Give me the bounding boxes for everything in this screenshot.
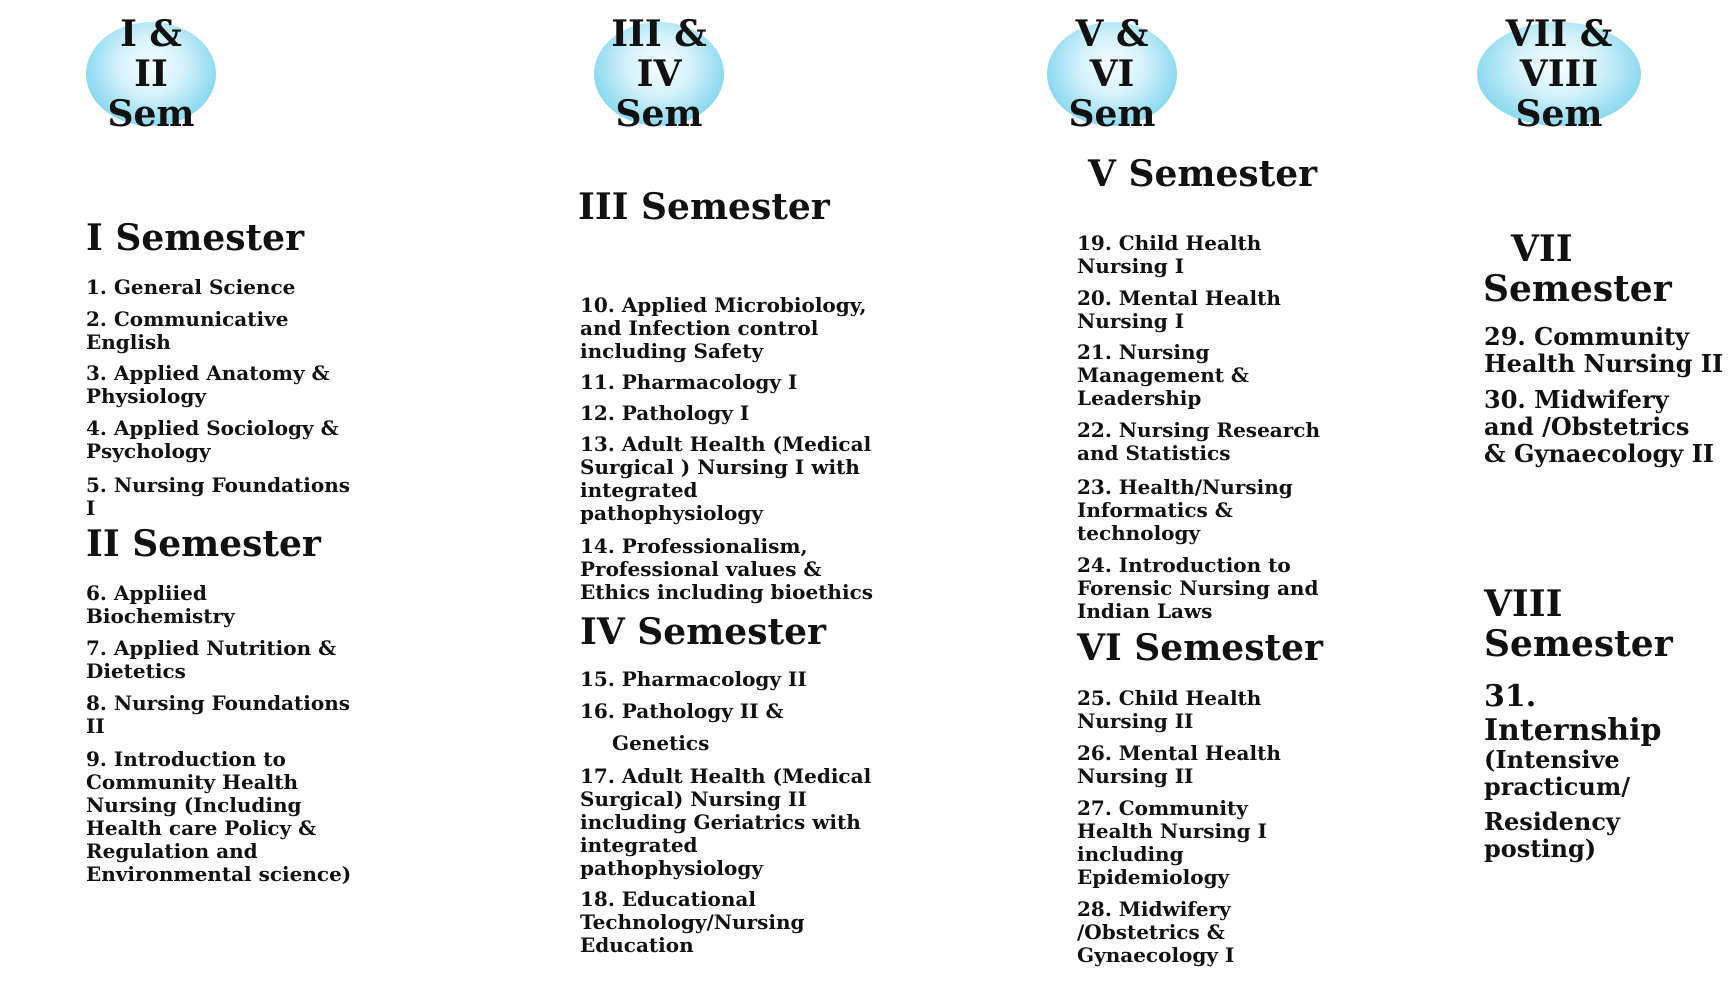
course-item [86,748,351,886]
course-line: Leadership [1077,386,1202,410]
course-item [1484,808,1620,862]
course-item [86,276,295,299]
course-line: 22. Nursing Research [1077,418,1321,442]
course-line: Nursing (Including [86,793,302,817]
course-item [580,888,805,957]
course-line: 1. General Science [86,275,296,299]
course-line: 24. Introduction to [1077,553,1291,577]
course-line: Environmental science) [86,862,352,886]
course-item [86,474,350,520]
course-item [86,582,235,628]
semester-3-heading: III Semester [578,186,830,228]
course-line: 11. Pharmacology I [580,370,798,394]
course-line: 26. Mental Health [1077,741,1281,765]
course-line: Nursing II [1077,764,1194,788]
course-line: 28. Midwifery [1077,897,1231,921]
course-line: and /Obstetrics [1484,412,1690,441]
badge-line: Sem [107,93,195,135]
course-line: including Safety [580,339,764,363]
course-line: (Intensive [1484,745,1620,774]
badge-line: III & [611,13,707,55]
badge-line: VIII [1519,53,1599,95]
badge-line: Sem [615,93,703,135]
course-item [1077,554,1318,623]
badge-line: Sem [1515,93,1603,135]
course-line: pathophysiology [580,856,763,880]
course-line: & Gynaecology II [1484,439,1715,468]
course-line: 12. Pathology I [580,401,750,425]
course-line: 21. Nursing [1077,340,1210,364]
course-line: Nursing I [1077,254,1185,278]
course-item [1077,232,1261,278]
badge-text-1-2 [86,14,216,134]
course-line: 3. Applied Anatomy & [86,361,330,385]
course-line: 6. Appliied [86,581,207,605]
course-line: Surgical ) Nursing I with [580,455,860,479]
course-line: 17. Adult Health (Medical [580,764,872,788]
course-line: 9. Introduction to [86,747,286,771]
course-line: Biochemistry [86,604,235,628]
course-line: technology [1077,521,1201,545]
course-line: practicum/ [1484,772,1631,801]
heading-line: Semester [1484,623,1673,665]
course-item [1077,898,1234,967]
course-item [1077,797,1267,889]
badge-text-5-6 [1047,14,1177,134]
course-line: including [1077,842,1184,866]
semester-6-heading: VI Semester [1077,627,1323,669]
course-line: Residency [1484,807,1620,836]
course-item [1077,341,1249,410]
course-item [1077,419,1320,465]
course-line: 15. Pharmacology II [580,667,807,691]
course-item [1484,323,1723,377]
course-line: posting) [1484,834,1597,863]
course-line: 5. Nursing Foundations [86,473,350,497]
course-line: Professional values & [580,557,822,581]
course-item [580,371,797,394]
course-line: and Infection control [580,316,819,340]
course-item [580,765,871,880]
course-item [580,433,871,525]
course-item [86,692,350,738]
course-line: /Obstetrics & [1077,920,1225,944]
course-line: Surgical) Nursing II [580,787,807,811]
course-item [1077,742,1281,788]
course-item [86,362,330,408]
course-line: 27. Community [1077,796,1248,820]
course-item [1484,746,1630,800]
course-line: Technology/Nursing [580,910,805,934]
course-line: Health Nursing II [1484,349,1724,378]
course-line: 23. Health/Nursing [1077,475,1293,499]
semester-7-heading [1483,229,1672,309]
course-line: 2. Communicative [86,307,289,331]
heading-line: VIII [1484,583,1563,625]
badge-line: Sem [1068,93,1156,135]
course-line: 8. Nursing Foundations [86,691,350,715]
course-item [86,417,339,463]
course-line: 13. Adult Health (Medical [580,432,872,456]
badge-line: VI [1089,53,1135,95]
course-line: I [86,496,96,520]
course-item [612,732,709,755]
course-line: integrated [580,833,698,857]
course-line: 7. Applied Nutrition & [86,636,337,660]
course-line: Genetics [612,731,710,755]
semester-4-heading: IV Semester [580,611,826,653]
course-item [580,402,749,425]
course-line: integrated [580,478,698,502]
course-item [1484,386,1714,467]
course-item [86,637,336,683]
course-line: Psychology [86,439,211,463]
badge-text-3-4 [594,14,724,134]
course-line: 10. Applied Microbiology, [580,293,867,317]
badge-line: I & [120,13,182,55]
course-item [1484,680,1661,748]
course-line: Internship [1484,713,1662,748]
course-item [1077,687,1261,733]
semester-8-heading [1484,584,1673,664]
badge-line: V & [1075,13,1149,55]
course-line: Epidemiology [1077,865,1230,889]
course-line: Health Nursing I [1077,819,1267,843]
course-item [580,294,866,363]
course-line: Education [580,933,694,957]
course-line: 31. [1484,679,1537,714]
badge-line: II [134,53,168,95]
course-line: 18. Educational [580,887,756,911]
course-line: Regulation and [86,839,258,863]
course-line: Physiology [86,384,206,408]
course-line: 30. Midwifery [1484,385,1669,414]
badge-line: VII & [1505,13,1613,55]
badge-text-7-8 [1477,14,1641,134]
course-item [1077,287,1281,333]
course-item [86,308,288,354]
course-item [580,668,807,691]
course-item [580,700,784,723]
course-line: English [86,330,171,354]
course-line: 4. Applied Sociology & [86,416,339,440]
course-line: Informatics & [1077,498,1233,522]
course-line: including Geriatrics with [580,810,861,834]
course-line: 29. Community [1484,322,1690,351]
semester-1-heading: I Semester [86,217,305,259]
course-line: Forensic Nursing and [1077,576,1319,600]
course-line: 25. Child Health [1077,686,1262,710]
heading-line: Semester [1483,268,1672,310]
course-line: 20. Mental Health [1077,286,1281,310]
heading-line: VII [1511,228,1573,270]
course-line: Indian Laws [1077,599,1213,623]
course-item [580,535,873,604]
semester-2-heading: II Semester [86,523,321,565]
course-line: Gynaecology I [1077,943,1235,967]
course-line: Nursing II [1077,709,1194,733]
course-line: Health care Policy & [86,816,317,840]
course-item [1077,476,1293,545]
course-line: II [86,714,105,738]
course-line: Ethics including bioethics [580,580,874,604]
badge-line: IV [636,53,682,95]
semester-5-heading: V Semester [1088,153,1318,195]
course-line: Management & [1077,363,1249,387]
course-line: Nursing I [1077,309,1185,333]
course-line: Dietetics [86,659,186,683]
course-line: 19. Child Health [1077,231,1262,255]
course-line: 14. Professionalism, [580,534,808,558]
course-line: 16. Pathology II & [580,699,784,723]
course-line: and Statistics [1077,441,1231,465]
course-line: pathophysiology [580,501,763,525]
course-line: Community Health [86,770,299,794]
